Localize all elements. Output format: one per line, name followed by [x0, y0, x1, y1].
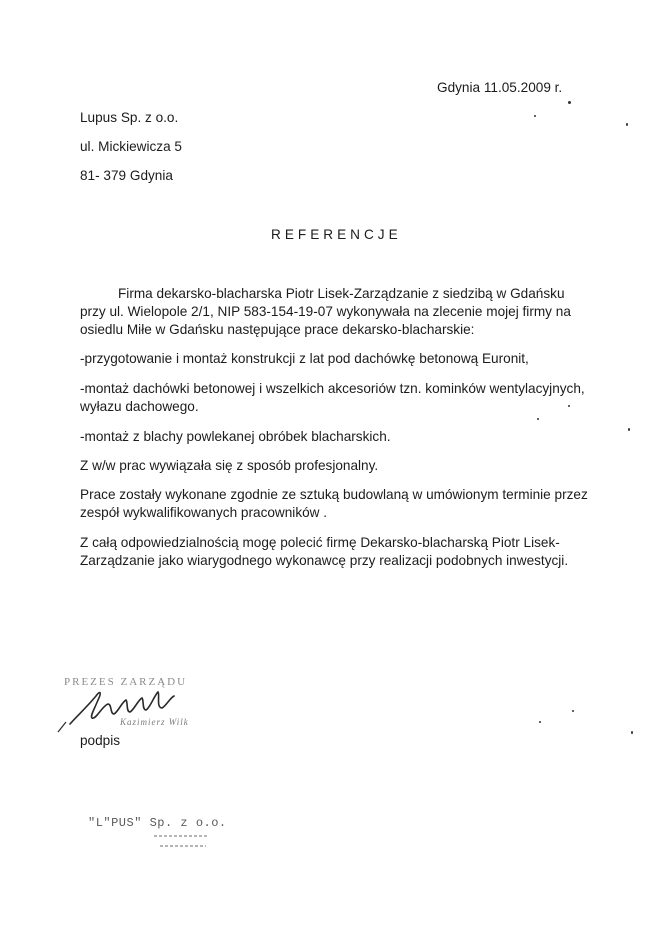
recommendation-line: Zarządzanie jako wiarygodnego wykonawcę przy realizacji podobnych inwestycji. [80, 553, 569, 568]
recipient-name: Lupus Sp. z o.o. [80, 110, 179, 125]
intro-line: Firma dekarsko-blacharska Piotr Lisek-Zarządzanie z siedzibą w Gdańsku [118, 286, 565, 301]
intro-line: osiedlu Miłe w Gdańsku następujące prace dekarsko-blacharskie: [80, 322, 475, 337]
scan-speck [537, 418, 539, 420]
letter-date: Gdynia 11.05.2009 r. [437, 80, 563, 95]
work-item: -montaż dachówki betonowej i wszelkich akcesoriów tzn. kominków wentylacyjnych, [80, 381, 585, 396]
signature-label: podpis [80, 733, 121, 748]
recommendation-line: Z całą odpowiedzialnością mogę polecić firmę Dekarsko-blacharską Piotr Lisek- [80, 535, 560, 550]
letter-title: REFERENCJE [271, 227, 402, 242]
recipient-street: ul. Mickiewicza 5 [80, 139, 182, 154]
scan-speck [628, 428, 630, 431]
signature-stamp-title: PREZES ZARZĄDU [64, 676, 188, 688]
compliance-line: Prace zostały wykonane zgodnie ze sztuką budowlaną w umówionym terminie przez [80, 487, 588, 502]
company-stamp-faint-lines [150, 830, 212, 852]
company-stamp: "L"PUS" Sp. z o.o. [88, 816, 227, 830]
scan-speck [626, 123, 628, 126]
scan-speck [534, 115, 536, 117]
scan-speck [539, 721, 541, 723]
scan-speck [568, 101, 571, 104]
scan-speck [631, 731, 633, 734]
work-item: -montaż z blachy powlekanej obróbek blacharskich. [80, 429, 391, 444]
work-item: -przygotowanie i montaż konstrukcji z lat pod dachówkę betonową Euronit, [80, 351, 529, 366]
recipient-city: 81- 379 Gdynia [80, 168, 173, 183]
scan-speck [572, 710, 574, 712]
intro-line: przy ul. Wielopole 2/1, NIP 583-154-19-07 wykonywała na zlecenie mojej firmy na [80, 304, 571, 319]
signature-stamp-name: Kazimierz Wilk [120, 717, 189, 727]
scan-speck [568, 405, 570, 407]
compliance-line: zespół wykwalifikowanych pracowników . [80, 505, 328, 520]
work-item-continued: wyłazu dachowego. [80, 399, 199, 414]
professional-statement: Z w/w prac wywiązała się z sposób profesjonalny. [80, 458, 379, 473]
